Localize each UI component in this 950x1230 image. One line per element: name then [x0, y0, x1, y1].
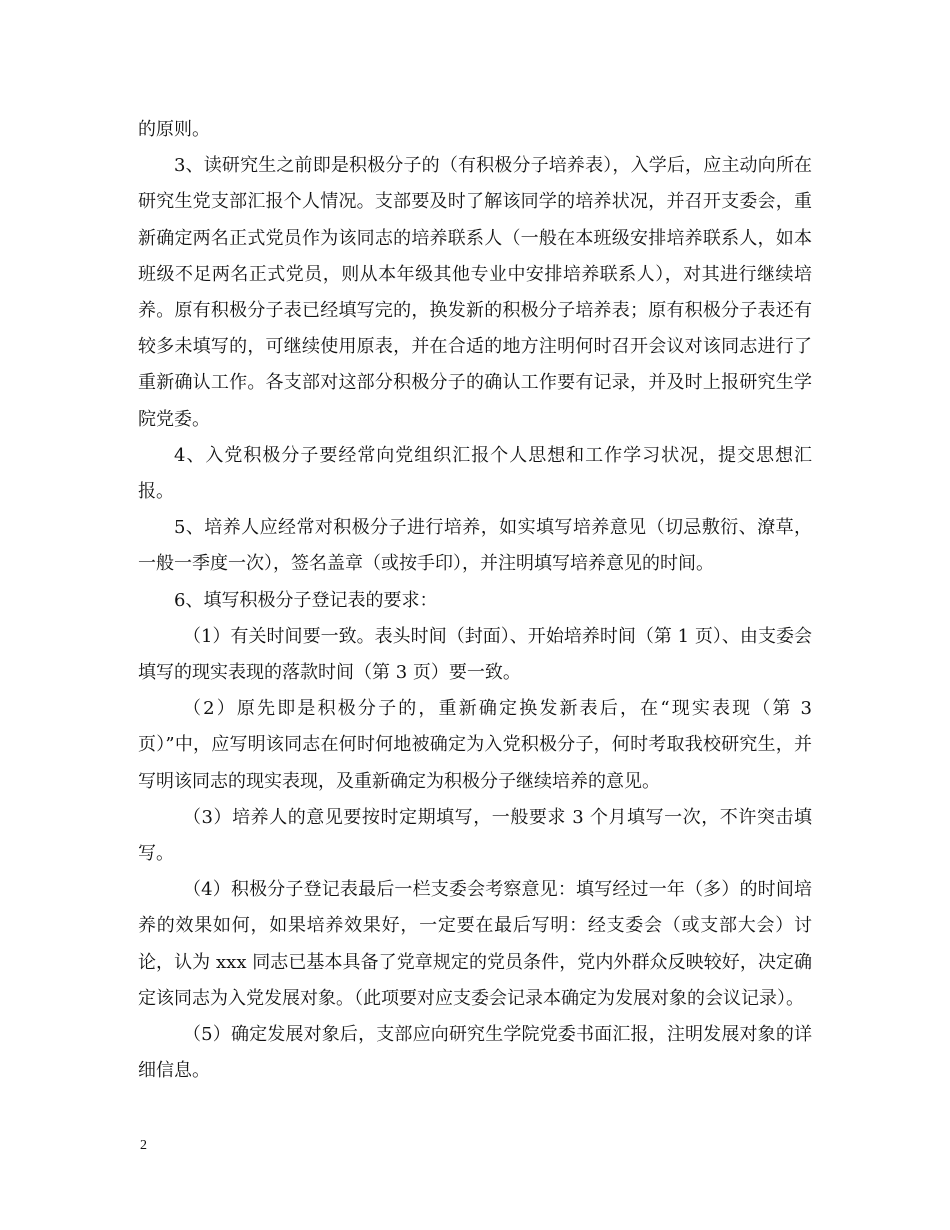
paragraph-continuation: 的原则。 — [138, 119, 210, 140]
paragraph-subitem-1: （1）有关时间要一致。表头时间（封面）、开始培养时间（第 1 页）、由支委会填写的现实表现的落款时间（第 3 页）要一致。 — [138, 625, 812, 684]
paragraph-subitem-2: （2）原先即是积极分子的，重新确定换发新表后，在“现实表现（第 3 页）”中，应写明该同志在何时何地被确定为入党积极分子，何时考取我校研究生，并写明该同志的现实表现，及重新确定为积极分子继续培养的意见。 — [138, 698, 812, 792]
page-number: 2 — [140, 1138, 147, 1153]
paragraph-item-3: 3、读研究生之前即是积极分子的（有积极分子培养表），入学后，应主动向所在研究生党支部汇报个人情况。支部要及时了解该同学的培养状况，并召开支委会，重新确定两名正式党员作为该同志的培养联系人（一般在本班级安排培养联系人，如本班级不足两名正式党员，则从本年级其他专业中安排培养联系人），对其进行继续培养。原有积极分子表已经填写完的，换发新的积极分子培养表；原有积极分子表还有较多未填写的，可继续使用原表，并在合适的地方注明何时召开会议对该同志进行了重新确认工作。各支部对这部分积极分子的确认工作要有记录，并及时上报研究生学院党委。 — [138, 155, 812, 430]
paragraph-subitem-5: （5）确定发展对象后，支部应向研究生学院党委书面汇报，注明发展对象的详细信息。 — [138, 1024, 812, 1082]
document-body — [138, 112, 812, 1089]
paragraph-subitem-3: （3）培养人的意见要按时定期填写，一般要求 3 个月填写一次，不许突击填写。 — [138, 806, 812, 865]
paragraph-item-4: 4、入党积极分子要经常向党组织汇报个人思想和工作学习状况，提交思想汇报。 — [138, 444, 812, 503]
paragraph-item-6: 6、填写积极分子登记表的要求： — [174, 589, 438, 611]
paragraph-subitem-4: （4）积极分子登记表最后一栏支委会考察意见：填写经过一年（多）的时间培养的效果如何，如果培养效果好，一定要在最后写明：经支委会（或支部大会）讨论，认为 xxx 同志已基本具备了党章规定的党员条件，党内外群众反映较好，决定确定该同志为入党发展对象。（此项要对应支委会记录本确定为发展对象的会议记录）。 — [138, 879, 812, 1009]
paragraph-item-5: 5、培养人应经常对积极分子进行培养，如实填写培养意见（切忌敷衍、潦草，一般一季度一次），签名盖章（或按手印），并注明填写培养意见的时间。 — [138, 517, 812, 575]
